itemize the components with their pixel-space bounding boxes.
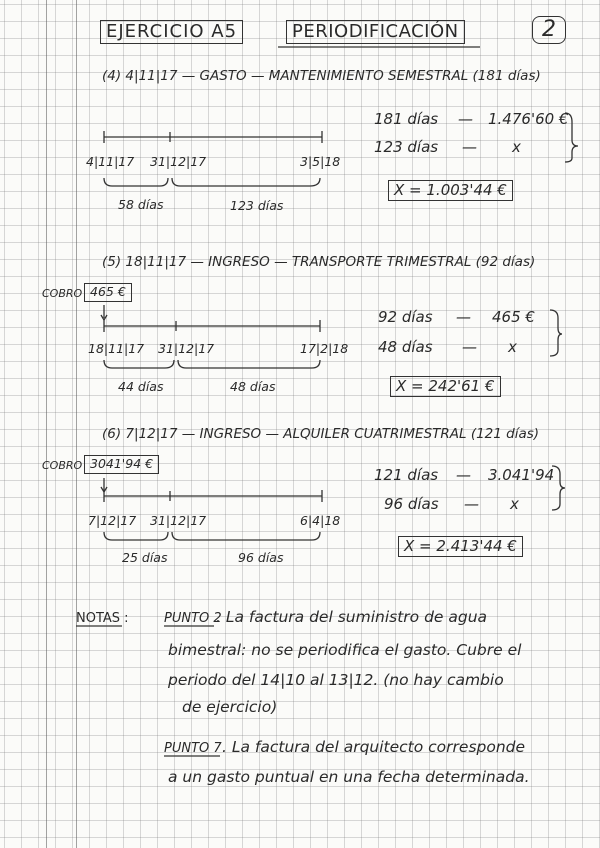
punto7-line2: a un gasto puntual en una fecha determinada. <box>168 768 530 786</box>
section6-cobro-label: COBRO <box>42 459 83 472</box>
section4-date-mid: 31|12|17 <box>150 154 207 169</box>
section6-heading: (6) 7|12|17 — INGRESO — ALQUILER CUATRIMESTRAL (121 días) <box>102 426 540 442</box>
section4-calc-right-2: x <box>512 138 521 156</box>
punto2-label: PUNTO 2 <box>164 611 222 626</box>
section4-calc-dash-1: — <box>458 110 473 128</box>
section5-date-end: 17|2|18 <box>300 341 349 356</box>
section4-heading: (4) 4|11|17 — GASTO — MANTENIMIENTO SEMESTRAL (181 días) <box>102 68 541 84</box>
section6-calc-left-2: 96 días <box>384 495 439 513</box>
section6-result: X = 2.413'44 € <box>398 536 523 557</box>
section4-calc-left-1: 181 días <box>374 110 439 128</box>
section4-date-start: 4|11|17 <box>86 154 135 169</box>
punto7-label: PUNTO 7 <box>164 741 222 756</box>
punto2-line1: . La factura del suministro de agua <box>216 608 488 626</box>
section5-span1: 44 días <box>118 379 164 394</box>
section5-span2: 48 días <box>230 379 276 394</box>
section5-cobro-label: COBRO <box>42 287 83 300</box>
section4-span2: 123 días <box>230 198 284 213</box>
section4-date-end: 3|5|18 <box>300 154 341 169</box>
punto2-line4: de ejercicio) <box>182 698 278 716</box>
section5-calc-right-1: 465 € <box>492 308 535 326</box>
section6-date-mid: 31|12|17 <box>150 513 207 528</box>
section5-calc-left-1: 92 días <box>378 308 433 326</box>
section4-calc-dash-2: — <box>462 138 477 156</box>
section6-span1: 25 días <box>122 550 168 565</box>
section6-calc-dash-1: — <box>456 466 471 484</box>
section6-calc-right-1: 3.041'94 <box>488 466 555 484</box>
section5-calc-dash-2: — <box>462 338 477 356</box>
exercise-title: EJERCICIO A5 <box>100 20 243 44</box>
section4-calc-right-1: 1.476'60 € <box>488 110 569 128</box>
section4-span1: 58 días <box>118 197 164 212</box>
section6-date-start: 7|12|17 <box>88 513 137 528</box>
section6-calc-dash-2: — <box>464 495 479 513</box>
punto2-line2: bimestral: no se periodifica el gasto. Cubre el <box>168 641 522 659</box>
section6-span2: 96 días <box>238 550 284 565</box>
section6-cobro-amount: 3041'94 € <box>84 455 159 474</box>
punto2-line3: periodo del 14|10 al 13|12. (no hay cambio <box>168 671 504 689</box>
punto7-line1: . La factura del arquitecto corresponde <box>222 738 526 756</box>
section5-result: X = 242'61 € <box>390 376 501 397</box>
section5-calc-left-2: 48 días <box>378 338 433 356</box>
section5-calc-dash-1: — <box>456 308 471 326</box>
section4-calc-left-2: 123 días <box>374 138 439 156</box>
section4-result: X = 1.003'44 € <box>388 180 513 201</box>
section6-date-end: 6|4|18 <box>300 513 341 528</box>
page-number: 2 <box>532 16 566 44</box>
section5-cobro-amount: 465 € <box>84 283 132 302</box>
section5-heading: (5) 18|11|17 — INGRESO — TRANSPORTE TRIMESTRAL (92 días) <box>102 254 536 270</box>
section6-calc-right-2: x <box>510 495 519 513</box>
section5-date-mid: 31|12|17 <box>158 341 215 356</box>
notes-label: NOTAS : <box>76 611 129 626</box>
section5-calc-right-2: x <box>508 338 517 356</box>
section5-date-start: 18|11|17 <box>88 341 145 356</box>
topic-title: PERIODIFICACIÓN <box>286 20 465 44</box>
section6-calc-left-1: 121 días <box>374 466 439 484</box>
